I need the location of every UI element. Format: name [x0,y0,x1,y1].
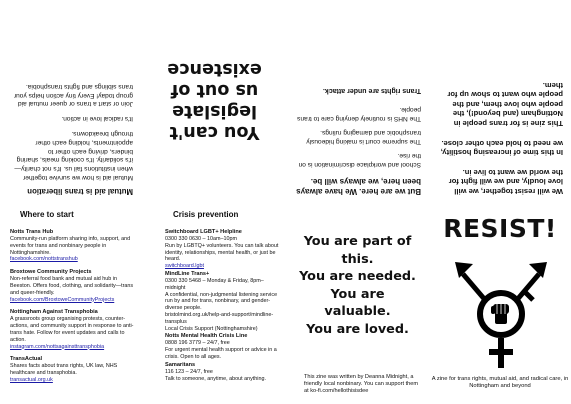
mutual-aid-paragraph: Join or start a trans or queer mutual aid group today! Every tiny action helps your trans siblings and fights transphobia. [13,82,133,108]
service-description: 0808 196 3779 – 24/7, free For urgent mental health support or advice in a crisis. Open to all ages. [165,340,277,360]
org-description: Shares facts about trans rights, UK law, NHS healthcare and transphobia. [10,363,118,377]
org-entry [10,229,137,263]
org-description: Non-referral food bank and mutual aid hub in Beeston. Offers food, clothing, and solidarity—trans and queer-friendly. [10,276,134,296]
mutual-aid-content [12,6,133,196]
service-name: Notts Mental Health Crisis Line [165,333,248,340]
solidarity-paragraph: We will resist together, we will love loudly, and we will fight for the world we want to live in. [448,167,563,196]
cover-statement-line: existence [167,59,262,79]
mutual-aid-heading: Mutual aid is trans liberation [27,187,133,196]
affirmation-line: You are needed. [299,269,416,284]
affirmation-statement [286,233,429,338]
org-link[interactable]: instagram.com/nottsagainsttransphobia [10,343,105,350]
org-name: TransActual [10,356,43,363]
affirmation-line: You are [330,286,385,302]
under-attack-panel [286,0,429,200]
author-credit: This zine was written by Deanna Midnight, a friendly local nonbinary. You can support them at ko-fi.com/hellothisisdee [304,374,419,394]
cover-tagline: A zine for trans rights, mutual aid, and radical care, in Nottingham and beyond [431,376,569,390]
org-name: Notts Trans Hub [10,229,54,235]
org-entry [10,309,137,350]
under-attack-heading: Trans rights are under attack. [322,87,421,95]
mutual-aid-panel [0,0,143,200]
org-description: A grassroots group organising protests, counter-actions, and community support in response to anti-trans hate. Follow for event updates and calls to action. [10,316,134,343]
resilience-statement: But we are here. We have always been here, we always will be. [296,177,421,196]
crisis-service [165,362,280,383]
solidarity-paragraph: This zine is for trans people in Nottingham (and beyond!), the people who love them, and the people who want to show up for them. [447,80,563,129]
org-name: Nottingham Against Transphobia [10,309,98,316]
org-entry [10,269,137,303]
affirmation-line: valuable. [324,304,391,319]
affirmation-panel [286,200,429,404]
service-description: 116 123 – 24/7, free Talk to someone, anytime, about anything. [165,368,266,382]
crisis-service [165,333,280,360]
service-name: Switchboard LGBT+ Helpline [165,229,242,235]
org-description: Community-run platform sharing info, support, and events for trans and nonbinary people in Nottinghamshire. [10,236,131,256]
org-name: Broxtowe Community Projects [10,269,92,276]
cover-title: RESIST! [443,214,557,243]
service-description: 0300 330 5468 – Monday & Friday, 8pm–midnight A confidential, non-judgmental listening service run by and for trans, nonbinary, and gender-diverse people. bristolmind.org.uk/help-and-support/mindline-transplus Local Crisis Support (Nottinghamshire) [165,277,278,332]
solidarity-content [437,4,563,196]
mutual-aid-paragraph: It's radical love in action. [61,115,133,123]
cover-statement-panel [143,0,286,200]
org-link[interactable]: transactual.org.uk [10,376,53,383]
cover-statement-line: legislate [172,101,257,121]
service-description: 0300 330 0630 – 10am–10pm Run by LGBTQ+ volunteers. You can talk about identity, relationships, mental health, or just be heard. [165,236,279,263]
attack-paragraph: The NHS is routinely denying care to trans people. [297,106,421,122]
where-to-start-panel [0,200,143,404]
org-link[interactable]: facebook.com/BroxtoweCommunityProjects [10,296,115,303]
attack-paragraph: School and workplace discrimination is on the rise. [298,152,421,168]
org-link[interactable]: facebook.com/nottstranshub [10,256,78,263]
org-entry [10,356,137,383]
cover-statement-line: us out of [170,80,259,100]
service-name: Samaritans [165,361,196,368]
service-name: MindLine Trans+ [165,270,210,277]
where-to-start-heading: Where to start [20,210,74,219]
affirmation-line: You are part of [303,234,412,249]
affirmation-line: You are loved. [306,321,409,337]
crisis-prevention-heading: Crisis prevention [173,210,239,219]
service-link[interactable]: switchboard.lgbt [165,263,204,270]
solidarity-paragraph: In this time of increasing hostility, we need to hold each other close. [440,138,563,158]
under-attack-content [294,4,421,196]
crisis-service [165,271,280,332]
cover-statement-content [143,0,286,200]
affirmation-line: this. [341,251,374,267]
mutual-aid-paragraph: Mutual aid is how we survive together when institutions fail us. It's not charity—it's solidarity. It's cooking meals, sharing binders, driving each other to appointments, holding each other through breakdowns. [14,130,133,181]
cover-statement [167,58,262,142]
crisis-prevention-panel [143,200,286,404]
cover-statement-line: You can't [169,122,260,142]
transgender-symbol-with-raised-fist-icon [451,256,551,374]
solidarity-panel [429,0,571,200]
crisis-service [165,229,280,270]
attack-paragraph: The supreme court is making hideously transphobic and damaging rulings. [306,129,421,145]
cover-panel [429,200,571,404]
